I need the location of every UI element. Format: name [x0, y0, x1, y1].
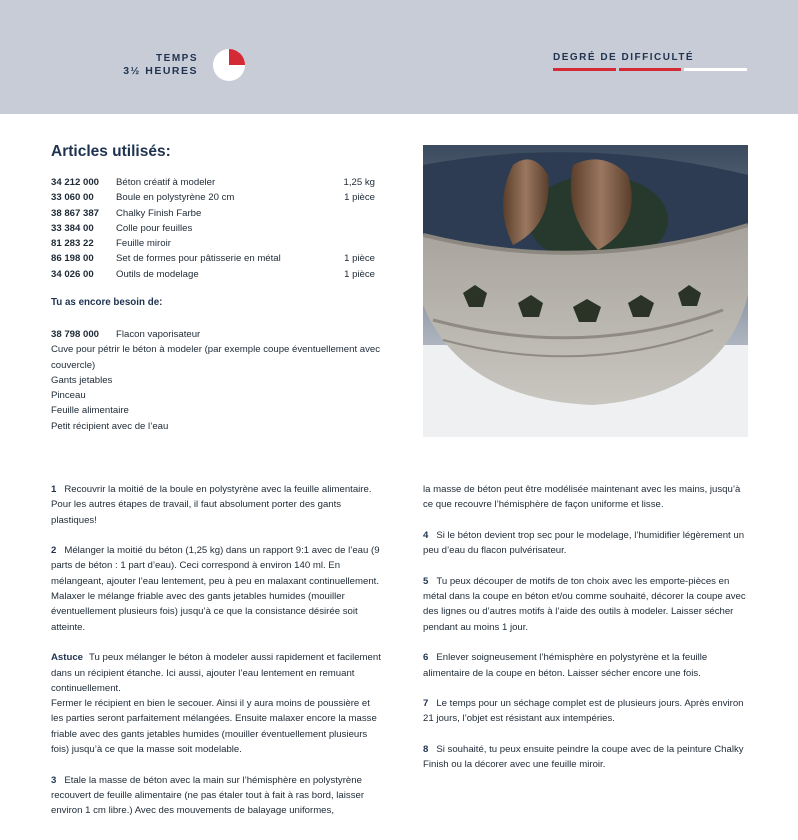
article-code: 86 198 00	[51, 253, 94, 265]
step-1-number: 1	[51, 484, 57, 495]
step-8	[423, 742, 753, 773]
article-row	[51, 175, 381, 190]
bowl-photo	[423, 145, 748, 437]
step-3-number: 3	[51, 774, 57, 786]
articles-list	[51, 175, 381, 282]
needs-title: Tu as encore besoin de:	[51, 297, 163, 308]
article-qty	[321, 236, 381, 251]
article-row	[51, 236, 381, 251]
article-code: 34 026 00	[51, 268, 94, 280]
needs-list	[51, 327, 391, 434]
article-row	[51, 251, 381, 266]
time-value: 3½ HEURES	[123, 65, 198, 77]
needs-item: Feuille alimentaire	[51, 405, 129, 417]
step-1-text: Recouvrir la moitié de la boule en polystyrène avec la feuille alimentaire. Pour les autres étapes de travail, il faut absolument porter des gants plastiques!	[51, 484, 372, 526]
article-name: Set de formes pour pâtisserie en métal	[116, 253, 281, 265]
article-code: 33 060 00	[51, 192, 94, 204]
step-8-text: Si souhaité, tu peux ensuite peindre la coupe avec de la peinture Chalky Finish ou la décorer avec une feuille miroir.	[423, 744, 744, 771]
step-5	[423, 574, 753, 635]
article-code: 38 867 387	[51, 207, 100, 219]
time-label: TEMPS	[156, 53, 198, 64]
article-name: Outils de modelage	[116, 268, 199, 280]
difficulty-bar	[553, 68, 616, 71]
astuce-text: Tu peux mélanger le béton à modeler aussi rapidement et facilement dans un récipient étanche. Ici aussi, ajouter l’eau lentement en remuant continuellement.	[51, 652, 381, 694]
time-indicator	[123, 52, 198, 78]
article-name: Chalky Finish Farbe	[116, 207, 202, 219]
needs-item: Cuve pour pétrir le béton à modeler (par exemple coupe éventuellement avec couvercle)	[51, 344, 381, 371]
step-6-text: Enlever soigneusement l’hémisphère en polystyrène et la feuille alimentaire de la coupe en béton. Laisser sécher encore une fois.	[423, 652, 708, 679]
step-7-text: Le temps pour un séchage complet est de plusieurs jours. Après environ 21 jours, l’objet est résistant aux intempéries.	[423, 698, 744, 725]
step-6-number: 6	[423, 652, 429, 664]
step-5-number: 5	[423, 575, 429, 587]
astuce-tip-continued: Fermer le récipient en bien le secouer. Ainsi il y aura moins de poussière et les parties seront parfaitement mélangées. Ensuite malaxer encore la masse friable avec des gants jetables humides (mouiller éventuellement plusieurs fois) jusqu’à ce que la masse soit modelable.	[51, 698, 377, 756]
step-3-continued: la masse de béton peut être modélisée maintenant avec les mains, jusqu’à ce que recouvre l’hémisphère de façon uniforme et lisse.	[423, 484, 741, 511]
header-band	[0, 0, 798, 114]
step-4-number: 4	[423, 529, 429, 541]
step-2-text: Mélanger la moitié du béton (1,25 kg) dans un rapport 9:1 avec de l’eau (9 parts de béton : 1 part d’eau). Ceci correspond à environ 140 ml. En mélangeant, ajouter l’eau lentement, peu à peu en malaxant continuellement. Malaxer le mélange friable avec des gants jetables humides (mouiller éventuellement plusieurs fois) jusqu’à ce que la consistance désirée soit atteinte.	[51, 545, 380, 633]
astuce-label: Astuce	[51, 652, 83, 664]
article-name: Feuille miroir	[116, 238, 171, 250]
article-qty: 1 pièce	[344, 192, 375, 204]
step-4-text: Si le béton devient trop sec pour le modelage, l’humidifier légèrement un peu d’eau du flacon pulvérisateur.	[423, 529, 745, 557]
difficulty-bar	[619, 68, 682, 71]
step-2-number: 2	[51, 545, 57, 557]
astuce-tip	[51, 650, 381, 696]
article-row	[51, 267, 381, 282]
article-qty: 1,25 kg	[343, 177, 375, 188]
clock-fill-wedge	[229, 49, 245, 65]
article-qty	[321, 221, 381, 236]
needs-item: Petit récipient avec de l’eau	[51, 420, 169, 432]
article-row	[51, 190, 381, 205]
step-2	[51, 543, 381, 635]
step-5-text: Tu peux découper de motifs de ton choix avec les emporte-pièces en métal dans la coupe en béton et/ou comme souhaité, décorer la coupe avec des lignes ou d’autres motifs à l’aide des outils à modeler. Laisser sécher pendant au moins 1 jour.	[423, 575, 746, 633]
article-qty: 1 pièce	[344, 253, 375, 265]
step-3-text: Etale la masse de béton avec la main sur l’hémisphère en polystyrène recouvert de feuille alimentaire (ne pas étaler tout à fait à ras bord, laisser environ 1 cm libre.) Avec des mouvements de balayage uniformes,	[51, 774, 365, 817]
difficulty-label: DEGRÉ DE DIFFICULTÉ	[553, 52, 695, 63]
needs-first-item	[51, 327, 391, 342]
step-1	[51, 482, 381, 528]
needs-first-name: Flacon vaporisateur	[116, 329, 201, 340]
needs-item: Pinceau	[51, 390, 86, 402]
step-3	[51, 773, 381, 819]
article-qty	[321, 206, 381, 221]
article-row	[51, 221, 381, 236]
article-name: Colle pour feuilles	[116, 222, 193, 234]
articles-title: Articles utilisés:	[51, 143, 171, 160]
article-code: 81 283 22	[51, 238, 94, 250]
needs-first-code: 38 798 000	[51, 329, 100, 340]
article-qty: 1 pièce	[344, 268, 375, 280]
needs-items	[51, 342, 391, 434]
step-7-number: 7	[423, 698, 429, 710]
step-6	[423, 650, 753, 681]
difficulty-indicator	[553, 52, 747, 71]
clock-icon	[212, 48, 246, 82]
needs-item: Gants jetables	[51, 374, 113, 386]
article-code: 34 212 000	[51, 177, 100, 188]
article-row	[51, 206, 381, 221]
steps-right-column	[423, 482, 753, 788]
article-name: Boule en polystyrène 20 cm	[116, 192, 235, 204]
article-code: 33 384 00	[51, 222, 94, 234]
steps-left-column	[51, 482, 381, 834]
step-8-number: 8	[423, 744, 429, 756]
step-4	[423, 528, 753, 559]
article-name: Béton créatif à modeler	[116, 177, 216, 188]
difficulty-bar	[684, 68, 747, 71]
difficulty-bars	[553, 68, 747, 71]
step-7	[423, 696, 753, 727]
